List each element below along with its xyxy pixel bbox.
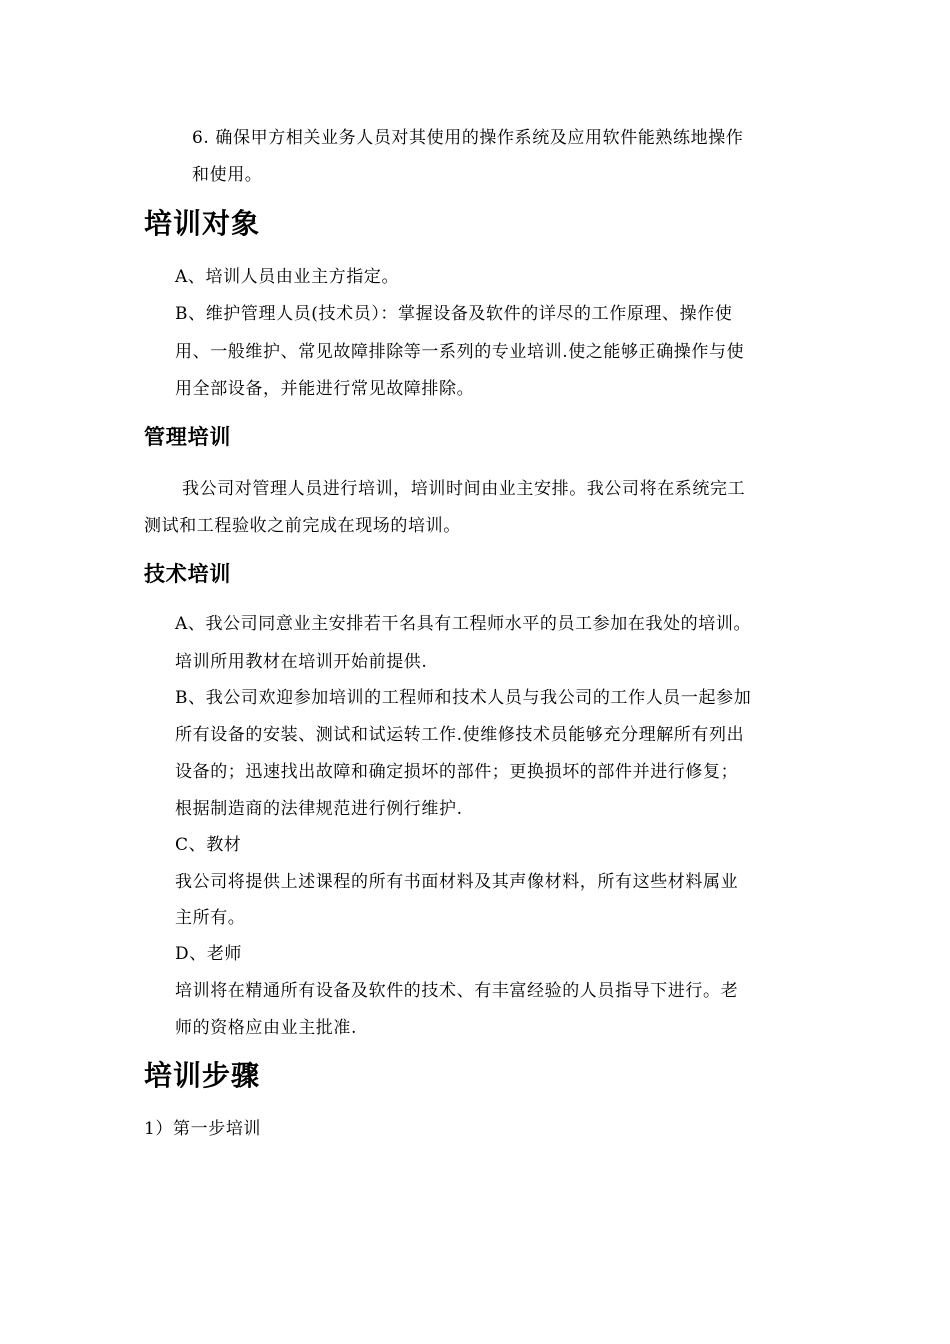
- objects-item-b-line-1: B、维护管理人员(技术员）：掌握设备及软件的详尽的工作原理、操作使: [175, 304, 733, 324]
- steps-item-1: 1）第一步培训: [144, 1119, 262, 1139]
- heading-training-steps: 培训步骤: [144, 1059, 261, 1092]
- objects-item-a: A、培训人员由业主方指定。: [175, 267, 400, 287]
- heading-training-objects: 培训对象: [144, 207, 261, 240]
- objects-item-b-line-3: 用全部设备，并能进行常见故障排除。: [175, 379, 475, 399]
- management-line-1: 我公司对管理人员进行培训，培训时间由业主安排。我公司将在系统完工: [182, 479, 746, 499]
- technical-item-c-line-1: 我公司将提供上述课程的所有书面材料及其声像材料，所有这些材料属业: [175, 872, 739, 892]
- heading-technical-training: 技术培训: [144, 562, 232, 586]
- item-6-line-2: 和使用。: [192, 165, 263, 185]
- technical-item-a-line-1: A、我公司同意业主安排若干名具有工程师水平的员工参加在我处的培训。: [175, 614, 752, 634]
- technical-item-b-line-2: 所有设备的安装、测试和试运转工作.使维修技术员能够充分理解所有列出: [175, 725, 745, 745]
- technical-item-c-title: C、教材: [175, 835, 242, 855]
- technical-item-b-line-1: B、我公司欢迎参加培训的工程师和技术人员与我公司的工作人员一起参加: [175, 688, 752, 708]
- item-6-line-1: 6. 确保甲方相关业务人员对其使用的操作系统及应用软件能熟练地操作: [192, 128, 744, 148]
- technical-item-b-line-4: 根据制造商的法律规范进行例行维护.: [175, 799, 463, 819]
- technical-item-d-line-2: 师的资格应由业主批准.: [175, 1018, 358, 1038]
- management-line-2: 测试和工程验收之前完成在现场的培训。: [144, 516, 461, 536]
- technical-item-d-title: D、老师: [175, 944, 243, 964]
- technical-item-a-line-2: 培训所用教材在培训开始前提供.: [175, 652, 428, 672]
- objects-item-b-line-2: 用、一般维护、常见故障排除等一系列的专业培训.使之能够正确操作与使: [175, 342, 745, 362]
- technical-item-c-line-2: 主所有。: [175, 908, 246, 928]
- technical-item-d-line-1: 培训将在精通所有设备及软件的技术、有丰富经验的人员指导下进行。老: [175, 981, 739, 1001]
- technical-item-b-line-3: 设备的；迅速找出故障和确定损坏的部件；更换损坏的部件并进行修复；: [175, 762, 739, 782]
- heading-management-training: 管理培训: [144, 425, 232, 449]
